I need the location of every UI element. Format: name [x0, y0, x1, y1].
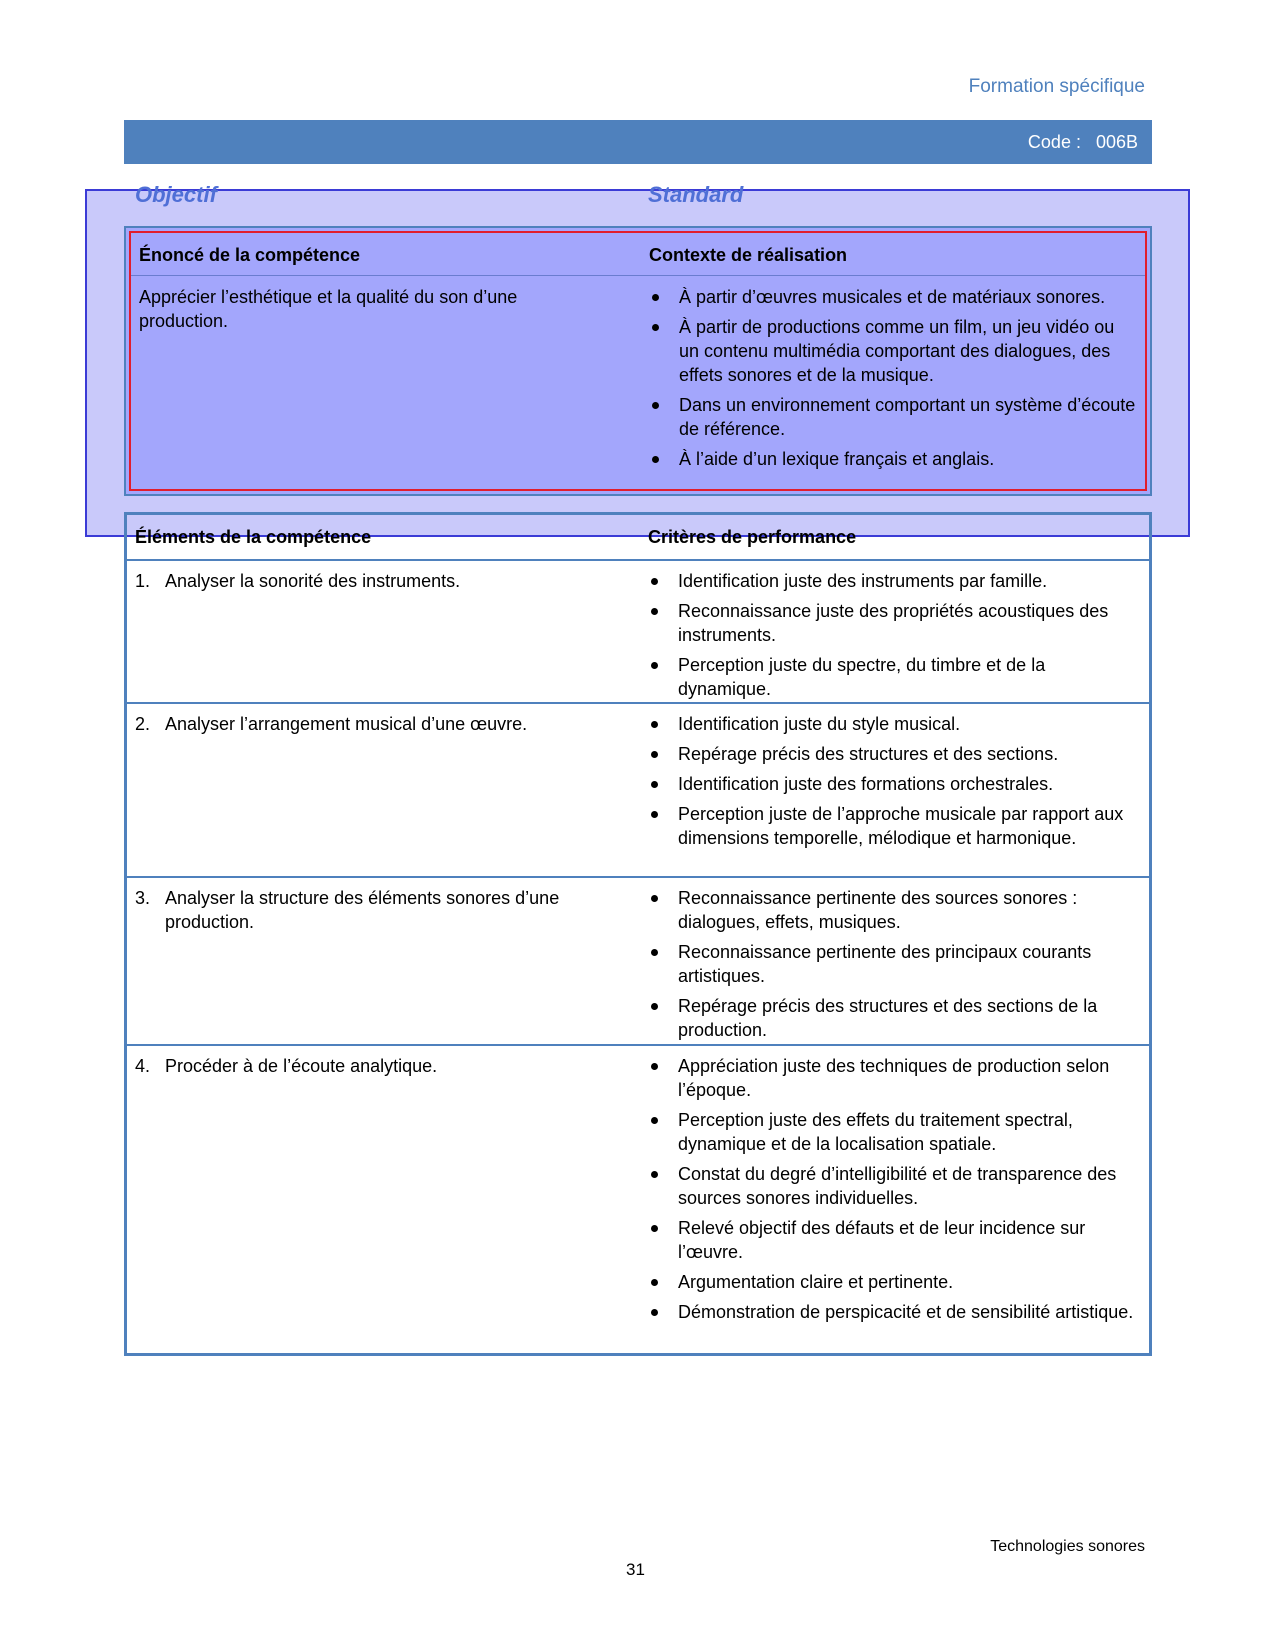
enonce-table-inner [129, 231, 1147, 491]
criteria-list [648, 712, 1138, 850]
enonce-header-row [131, 233, 1145, 276]
criteria-item: Relevé objectif des défauts et de leur incidence sur l’œuvre. [648, 1216, 1138, 1264]
criteria-item: Reconnaissance pertinente des principaux courants artistiques. [648, 940, 1138, 988]
standard-title: Standard [648, 182, 744, 207]
context-item: À partir d’œuvres musicales et de matériaux sonores. [649, 285, 1139, 309]
enonce-col1-header: Énoncé de la compétence [139, 245, 361, 265]
context-list [649, 285, 1139, 471]
criteria-cell [648, 569, 1138, 707]
page-number: 31 [626, 1560, 645, 1579]
criteria-item: Reconnaissance juste des propriétés acoustiques des instruments. [648, 599, 1138, 647]
element-text: Analyser la sonorité des instruments. [165, 571, 461, 591]
criteria-item: Repérage précis des structures et des sections. [648, 742, 1138, 766]
criteria-item: Perception juste de l’approche musicale par rapport aux dimensions temporelle, mélodique et harmonique. [648, 802, 1138, 850]
criteria-list [648, 1054, 1138, 1324]
enonce-col2-header: Contexte de réalisation [649, 245, 848, 265]
table-row [127, 876, 1149, 1046]
element-number: 3. [135, 888, 151, 908]
criteria-item: Démonstration de perspicacité et de sensibilité artistique. [648, 1300, 1138, 1324]
criteria-item: Argumentation claire et pertinente. [648, 1270, 1138, 1294]
table-row [127, 1044, 1149, 1353]
element-number: 4. [135, 1056, 151, 1076]
criteria-item: Identification juste du style musical. [648, 712, 1138, 736]
objective-title: Objectif [135, 182, 217, 207]
element-text: Analyser la structure des éléments sonores d’une production. [165, 888, 560, 932]
element-number: 2. [135, 714, 151, 734]
context-item: Dans un environnement comportant un système d’écoute de référence. [649, 393, 1139, 441]
context-item: À partir de productions comme un film, un jeu vidéo ou un contenu multimédia comportant des dialogues, des effets sonores et de la musique. [649, 315, 1139, 387]
context-item: À l’aide d’un lexique français et anglais. [649, 447, 1139, 471]
competency-code: Code : 006B [1027, 131, 1138, 152]
element-text: Procéder à de l’écoute analytique. [165, 1056, 438, 1076]
criteria-item: Perception juste des effets du traitement spectral, dynamique et de la localisation spatiale. [648, 1108, 1138, 1156]
criteria-item: Repérage précis des structures et des sections de la production. [648, 994, 1138, 1042]
header-label: Formation spécifique [968, 76, 1145, 97]
table-row [127, 559, 1149, 704]
element-number: 1. [135, 571, 151, 591]
criteria-cell [648, 712, 1138, 856]
criteria-item: Perception juste du spectre, du timbre et de la dynamique. [648, 653, 1138, 701]
enonce-table [124, 226, 1152, 496]
table-row [127, 702, 1149, 878]
context-list-cell [649, 285, 1139, 477]
criteria-cell [648, 886, 1138, 1048]
criteria-item: Constat du degré d’intelligibilité et de transparence des sources sonores individuelles. [648, 1162, 1138, 1210]
footer-program-name: Technologies sonores [990, 1538, 1145, 1555]
criteria-cell [648, 1054, 1138, 1330]
criteria-item: Identification juste des instruments par famille. [648, 569, 1138, 593]
criteria-item: Identification juste des formations orchestrales. [648, 772, 1138, 796]
code-band [124, 120, 1152, 164]
element-text: Analyser l’arrangement musical d’une œuvre. [165, 714, 528, 734]
elements-table [124, 512, 1152, 1356]
criteria-list [648, 886, 1138, 1042]
elements-header-row [127, 515, 1149, 561]
criteria-list [648, 569, 1138, 701]
competency-statement: Apprécier l’esthétique et la qualité du son d’une production. [139, 287, 518, 331]
elements-col2-header: Critères de performance [648, 527, 857, 547]
elements-col1-header: Éléments de la compétence [135, 527, 372, 547]
criteria-item: Appréciation juste des techniques de production selon l’époque. [648, 1054, 1138, 1102]
section-titles [135, 182, 1135, 212]
criteria-item: Reconnaissance pertinente des sources sonores : dialogues, effets, musiques. [648, 886, 1138, 934]
